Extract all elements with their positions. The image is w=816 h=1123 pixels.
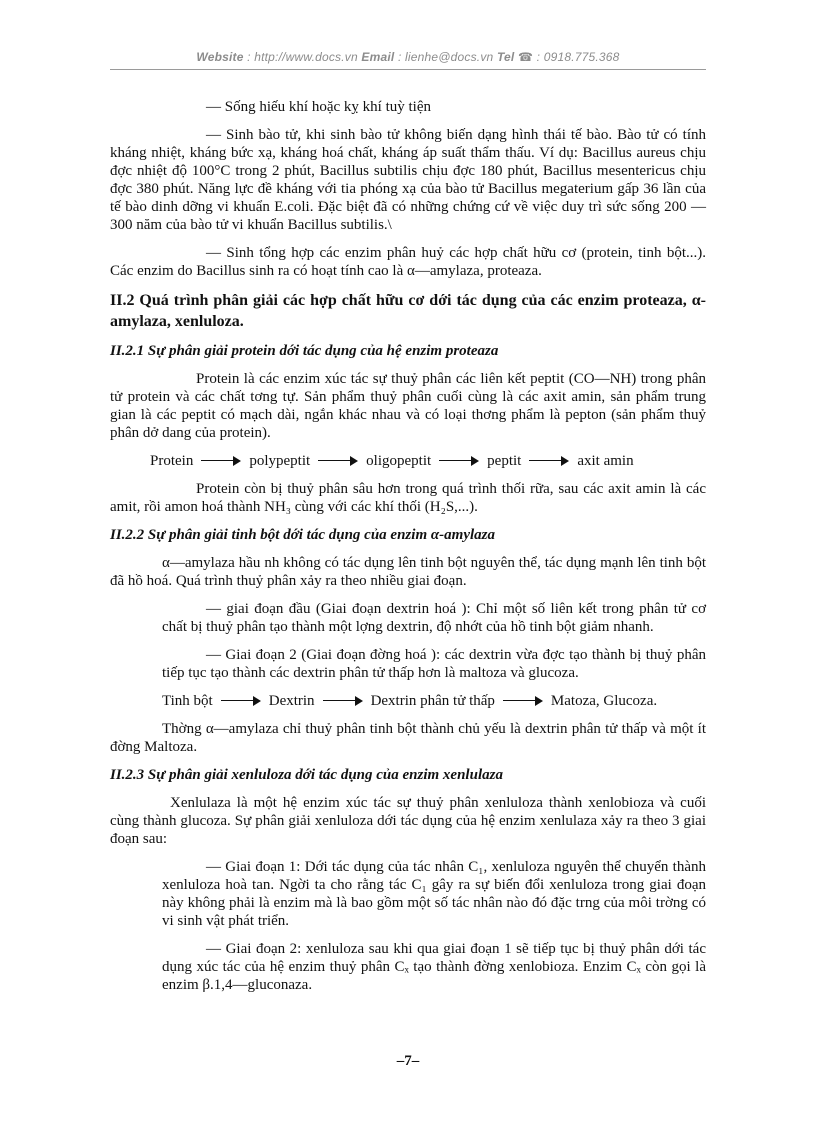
header-divider: [110, 69, 706, 70]
intro-paragraph-2: — Sinh bào tử, khi sinh bào tử không biến dạng hình thái tế bào. Bào tử có tính kháng nhiệt, kháng bức xạ, kháng hoá chất, kháng áp suất thẩm thấu. Ví dụ: Bacillus aureus chịu đợc nhiệt độ 100°C trong 2 phút, Bacillus subtilis chịu đợc 180 phút, Bacillus mesentericus chịu đợc 380 phút. Năng lực đề kháng với tia phóng xạ của bào tử Bacillus megaterium gấp 36 lần của tế bào dinh dỡng vi khuẩn E.coli. Đặc biệt đã có những chứng cứ về việc duy trì sức sống 200 — 300 năm của bào tử vi khuẩn Bacillus subtilis.\: [110, 127, 706, 233]
email-value[interactable]: : lienhe@docs.vn: [394, 50, 497, 64]
flow-step: Protein: [150, 453, 194, 469]
page-number: –7–: [396, 1053, 420, 1069]
s2-paragraph-3: — Giai đoạn 2 (Giai đoạn đờng hoá ): các dextrin vừa đợc tạo thành bị thuỷ phân tiếp tục tạo thành các dextrin phân tử thấp hơn là maltoza và glucoza.: [162, 647, 706, 681]
arrow-right-icon: [529, 456, 569, 466]
website-value[interactable]: : http://www.docs.vn: [243, 50, 362, 64]
email-label: Email: [361, 50, 395, 64]
arrow-right-icon: [323, 696, 363, 706]
tel-value: : 0918.775.368: [533, 50, 620, 64]
section-title: II.2 Quá trình phân giải các hợp chất hữu cơ dới tác dụng của các enzim proteaza, α-amylaza, xenluloza.: [110, 292, 706, 330]
s1-paragraph-1: Protein là các enzim xúc tác sự thuỷ phân các liên kết peptit (CO—NH) trong phân tử protein và các chất tơng tự. Sản phẩm thuỷ phân cuối cùng là các axit amin, sản phẩm trung gian là các peptit có mạch dài, ngắn khác nhau và có loại thơng phẩm là pepton (sản phẩm thuỷ phân dở dang của protein).: [110, 371, 706, 441]
intro-paragraph-3: — Sinh tổng hợp các enzim phân huỷ các hợp chất hữu cơ (protein, tinh bột...). Các enzim do Bacillus sinh ra có hoạt tính cao là α—amylaza, proteaza.: [110, 245, 706, 279]
document-body: [110, 98, 706, 1004]
flow-step: axit amin: [577, 453, 634, 469]
s3-paragraph-1: Xenlulaza là một hệ enzim xúc tác sự thuỷ phân xenluloza thành xenlobioza và cuối cùng thành glucoza. Sự phân giải xenluloza dới tác dụng của hệ enzim xenlulaza xảy ra theo 3 giai đoạn sau:: [110, 795, 706, 847]
flow-step: Dextrin: [268, 693, 315, 709]
s1-paragraph-2: Protein còn bị thuỷ phân sâu hơn trong quá trình thối rữa, sau các axit amin là các amit, rồi amon hoá thành NH₃ cùng với các khí thối (H₂S,...).: [110, 481, 706, 515]
s3-paragraph-3: — Giai đoạn 2: xenluloza sau khi qua giai đoạn 1 sẽ tiếp tục bị thuỷ phân dới tác dụng xúc tác của hệ enzim thuỷ phân Cₓ tạo thành đờng xenlobioza. Enzim Cₓ còn gọi là enzim β.1,4—gluconaza.: [162, 941, 706, 993]
arrow-right-icon: [221, 696, 261, 706]
arrow-right-icon: [201, 456, 241, 466]
page-header: [110, 50, 706, 64]
subsection-2-title: II.2.2 Sự phân giải tinh bột dới tác dụng của enzim α-amylaza: [110, 527, 495, 543]
starch-flow: [162, 692, 706, 710]
flow-step: Matoza, Glucoza.: [550, 693, 658, 709]
flow-step: Dextrin phân tử thấp: [370, 693, 495, 709]
flow-step: polypeptit: [249, 453, 311, 469]
intro-paragraph-1: — Sống hiếu khí hoặc kỵ khí tuỳ tiện: [206, 99, 431, 115]
protein-flow: [150, 452, 706, 470]
arrow-right-icon: [503, 696, 543, 706]
s2-paragraph-4: Thờng α—amylaza chỉ thuỷ phân tinh bột thành chủ yếu là dextrin phân tử thấp và một ít đờng Maltoza.: [110, 721, 706, 755]
s2-paragraph-2: — giai đoạn đầu (Giai đoạn dextrin hoá ): Chỉ một số liên kết trong phân tử cơ chất bị thuỷ phân tạo thành một lợng dextrin, độ nhớt của hồ tinh bột giảm nhanh.: [162, 601, 706, 635]
s2-paragraph-1: α—amylaza hầu nh không có tác dụng lên tinh bột nguyên thể, tác dụng mạnh lên tinh bột đã hồ hoá. Quá trình thuỷ phân xảy ra theo nhiều giai đoạn.: [110, 555, 706, 589]
arrow-right-icon: [318, 456, 358, 466]
subsection-1-title: II.2.1 Sự phân giải protein dới tác dụng của hệ enzim proteaza: [110, 343, 499, 359]
flow-step: Tinh bột: [162, 693, 213, 709]
flow-step: oligopeptit: [366, 453, 432, 469]
flow-step: peptit: [487, 453, 522, 469]
website-label: Website: [196, 50, 244, 64]
arrow-right-icon: [439, 456, 479, 466]
subsection-3-title: II.2.3 Sự phân giải xenluloza dới tác dụng của enzim xenlulaza: [110, 767, 503, 783]
phone-icon: ☎: [517, 50, 534, 64]
tel-label: Tel: [496, 50, 515, 64]
s3-paragraph-2: — Giai đoạn 1: Dới tác dụng của tác nhân C₁, xenluloza nguyên thể chuyển thành xenluloza hoà tan. Ngời ta cho rằng tác C₁ gây ra sự biến đổi xenluloza trong giai đoạn này không phải là enzim mà là bao gồm một số tác nhân nào đó đặc trng của môi trờng có vi sinh vật phát triển.: [162, 859, 706, 929]
